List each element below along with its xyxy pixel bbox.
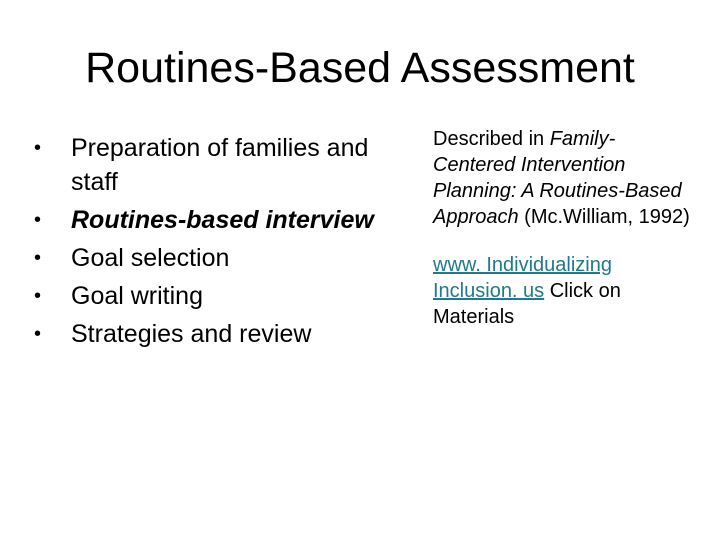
bullet-item <box>34 279 374 313</box>
bullet-item <box>34 241 374 275</box>
bullet-dot: • <box>34 285 42 307</box>
bullet-item <box>34 203 374 237</box>
bullet-list <box>34 131 374 355</box>
bullet-item <box>34 131 374 199</box>
slide-title: Routines-Based Assessment <box>85 44 635 92</box>
bullet-dot: • <box>34 137 42 159</box>
book-title: Family-Centered Intervention Planning: A Routines-Based Approach <box>433 128 682 228</box>
bullet-text: Goal selection <box>71 244 230 272</box>
bullet-text: Routines-based interview <box>71 206 374 234</box>
bullet-text: Strategies and review <box>71 320 312 348</box>
resource-link[interactable]: www. Individualizing Inclusion. us <box>433 254 612 302</box>
bullet-dot: • <box>34 247 42 269</box>
bullet-text: Goal writing <box>71 282 203 310</box>
bullet-dot: • <box>34 323 42 345</box>
resource-suffix: Click on Materials <box>433 280 621 328</box>
citation-suffix: (Mc.William, 1992) <box>518 206 690 228</box>
citation <box>433 126 695 230</box>
bullet-item <box>34 317 374 351</box>
bullet-dot: • <box>34 209 42 231</box>
bullet-text: Preparation of families and staff <box>71 134 369 196</box>
citation-prefix: Described in <box>433 128 550 150</box>
resource-note <box>433 252 695 330</box>
reference-panel <box>433 126 695 352</box>
